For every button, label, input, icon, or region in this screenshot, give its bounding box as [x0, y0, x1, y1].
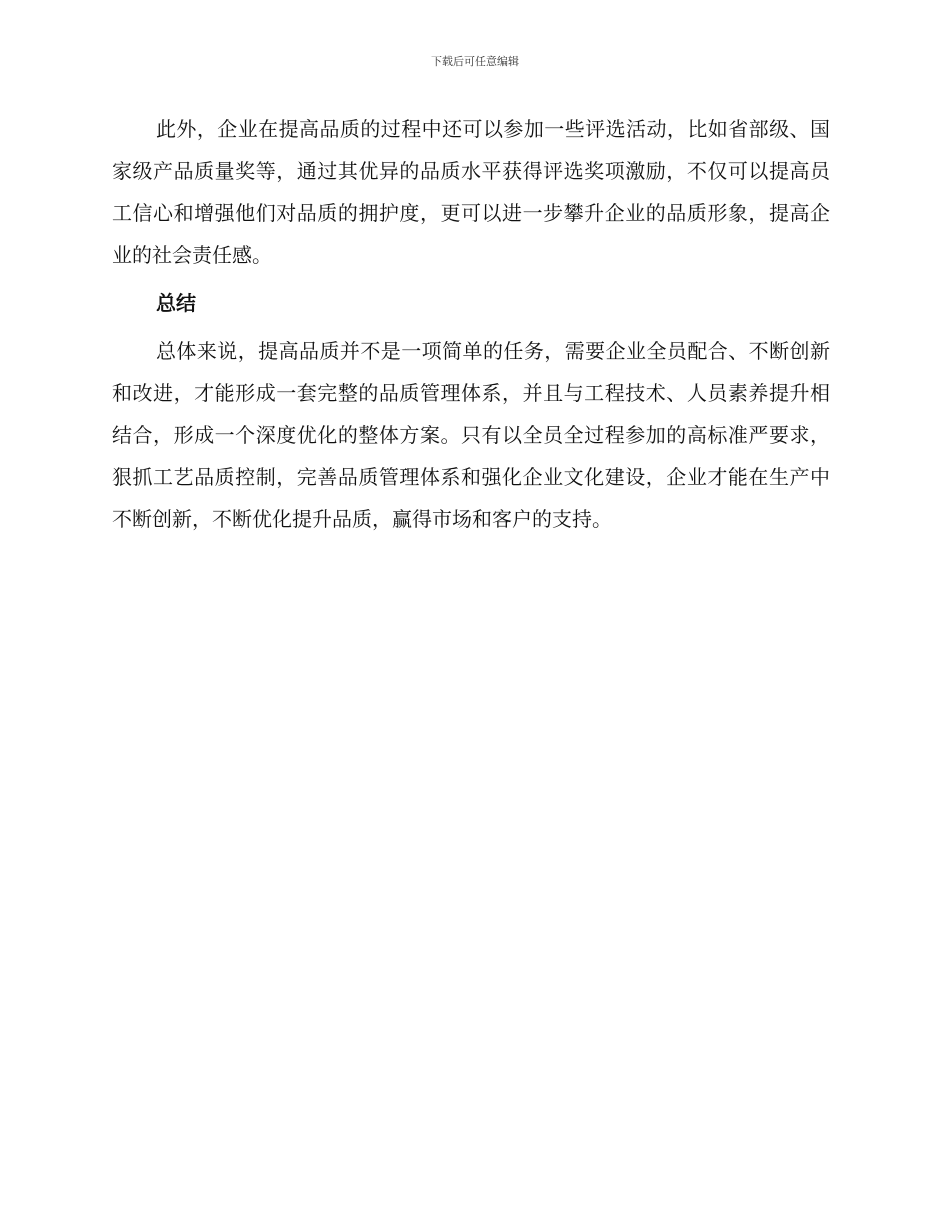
- section-heading-summary: 总结: [156, 291, 196, 315]
- paragraph-summary: 总体来说，提高品质并不是一项简单的任务，需要企业全员配合、不断创新和改进，才能形成一套完整的品质管理体系，并且与工程技术、人员素养提升相结合，形成一个深度优化的整体方案。只有以全员全过程参加的高标准严要求，狠抓工艺品质控制，完善品质管理体系和强化企业文化建设，企业才能在生产中不断创新，不断优化提升品质，赢得市场和客户的支持。: [112, 339, 830, 531]
- page-header: 下载后可任意编辑: [431, 55, 519, 68]
- document-body: [112, 108, 830, 540]
- paragraph-evaluation-activities: 此外，企业在提高品质的过程中还可以参加一些评选活动，比如省部级、国家级产品质量奖等，通过其优异的品质水平获得评选奖项激励，不仅可以提高员工信心和增强他们对品质的拥护度，更可以进一步攀升企业的品质形象，提高企业的社会责任感。: [112, 117, 830, 267]
